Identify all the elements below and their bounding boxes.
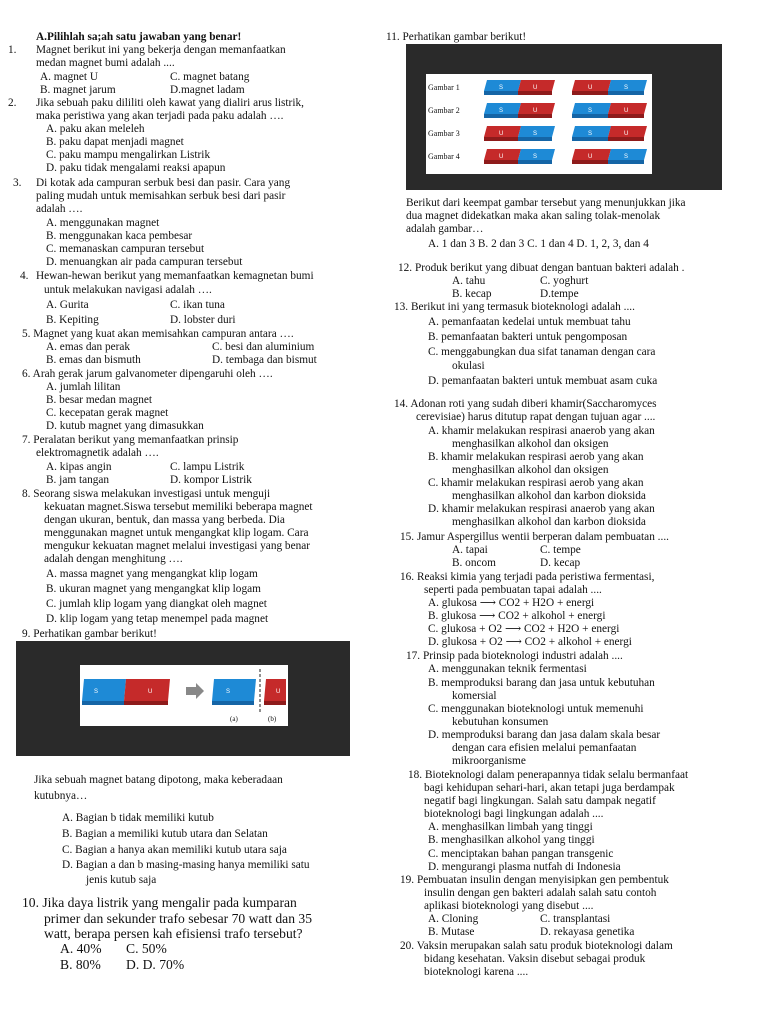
magnet-right-pole-label: U [588, 154, 593, 160]
question-9-option-a[interactable]: A. Bagian b tidak memiliki kutub [62, 812, 214, 824]
question-4-text: Hewan-hewan berikut yang memanfaatkan kemagnetan bumi [36, 270, 314, 282]
question-1-option-b[interactable]: B. magnet jarum [40, 84, 116, 96]
question-13-option-c-continued: okulasi [452, 360, 485, 372]
question-8-text: adalah dengan menghitung …. [44, 553, 183, 565]
question-1-option-a[interactable]: A. magnet U [40, 71, 99, 83]
question-14-option-c[interactable]: C. khamir melakukan respirasi aerob yang akan [428, 477, 644, 489]
magnet-right-pole-label: S [624, 154, 629, 160]
question-17-option-c-continued: kebutuhan konsumen [452, 716, 549, 728]
question-11-figure [406, 44, 722, 190]
question-18-option-d[interactable]: D. mengurangi plasma nutfah di Indonesia [428, 861, 621, 873]
question-10-option-d[interactable]: D. D. 70% [126, 957, 185, 972]
question-17-option-c[interactable]: C. menggunakan bioteknologi untuk memenuhi [428, 703, 644, 715]
magnet-right-pole-label: S [624, 85, 629, 91]
question-11-prompt: Berikut dari keempat gambar tersebut yang menunjukkan jika [406, 197, 686, 209]
magnet-cut-illustration [80, 665, 288, 726]
magnet-left-pole-side [518, 91, 552, 95]
question-3-text: paling mudah untuk memisahkan serbuk besi dari pasir [36, 190, 286, 202]
magnet-right-pole-side [572, 114, 608, 118]
question-18-text: 18. Bioteknologi dalam penerapannya tidak selalu bermanfaat [408, 769, 689, 781]
question-13-option-c[interactable]: C. menggabungkan dua sifat tanaman dengan cara [428, 346, 656, 358]
question-17-option-a[interactable]: A. menggunakan teknik fermentasi [428, 663, 587, 675]
question-19-text: 19. Pembuatan insulin dengan menyisipkan gen pembentuk [400, 874, 669, 886]
question-9-option-d-continued: jenis kutub saja [86, 874, 157, 886]
question-3-option-a[interactable]: A. menggunakan magnet [46, 217, 160, 229]
question-9-option-b[interactable]: B. Bagian a memiliki kutub utara dan Selatan [62, 828, 268, 840]
question-13-option-b[interactable]: B. pemanfaatan bakteri untuk pengomposan [428, 331, 628, 343]
question-6-text: 6. Arah gerak jarum galvanometer dipengaruhi oleh …. [22, 368, 273, 380]
question-17-text: 17. Prinsip pada bioteknologi industri adalah .... [406, 650, 623, 662]
magnet-left-pole-label: S [499, 85, 504, 91]
question-12-option-d[interactable]: D.tempe [540, 288, 579, 300]
question-7-option-c[interactable]: C. lampu Listrik [170, 461, 245, 473]
question-14-text: 14. Adonan roti yang sudah diberi khamir(Saccharomyces [394, 398, 657, 410]
question-4-option-b[interactable]: B. Kepiting [46, 314, 99, 326]
question-9-option-c[interactable]: C. Bagian a hanya akan memiliki kutub utara saja [62, 844, 287, 856]
question-4-text: untuk melakukan navigasi adalah …. [44, 284, 212, 296]
magnet-left-pole-side [484, 114, 518, 118]
question-2-text: Jika sebuah paku dililiti oleh kawat yang dialiri arus listrik, [36, 97, 304, 109]
question-2-option-c[interactable]: C. paku mampu mengalirkan Listrik [46, 149, 211, 161]
question-8-text: dengan ukuran, bentuk, dan massa yang berbeda. Dia [44, 514, 285, 526]
question-14-option-a-continued: menghasilkan alkohol dan oksigen [452, 438, 609, 450]
question-7-option-a[interactable]: A. kipas angin [46, 461, 112, 473]
question-2-option-d[interactable]: D. paku tidak mengalami reaksi apapun [46, 162, 226, 174]
question-10-text: watt, berapa persen kah efisiensi trafo tersebut? [44, 926, 303, 941]
question-3-number: 3. [13, 177, 22, 189]
question-4-option-c[interactable]: C. ikan tuna [170, 299, 225, 311]
magnet-left-pole-side [518, 160, 552, 164]
question-20-text: bidang kesehatan. Vaksin disebut sebagai produk [424, 953, 646, 965]
magnet-left-pole-side [484, 91, 518, 95]
question-12-option-b[interactable]: B. kecap [452, 288, 492, 300]
question-12-text: 12. Produk berikut yang dibuat dengan bantuan bakteri adalah . [398, 262, 685, 274]
question-1-option-c[interactable]: C. magnet batang [170, 71, 250, 83]
row-label: Gambar 2 [428, 106, 460, 115]
question-1-option-d[interactable]: D.magnet ladam [170, 84, 245, 96]
question-1-text: medan magnet bumi adalah .... [36, 57, 175, 69]
question-13-option-d[interactable]: D. pemanfaatan bakteri untuk membuat asam cuka [428, 375, 658, 387]
question-19-option-a[interactable]: A. Cloning [428, 913, 479, 925]
question-15-option-d[interactable]: D. kecap [540, 557, 581, 569]
magnet-right-pole-side [608, 160, 644, 164]
question-6-option-a[interactable]: A. jumlah lilitan [46, 381, 121, 393]
question-18-option-c[interactable]: C. menciptakan bahan pangan transgenic [428, 848, 614, 860]
question-7-text: 7. Peralatan berikut yang memanfaatkan prinsip [22, 434, 239, 446]
magnet-right-pole-label: U [624, 131, 629, 137]
question-12-option-a[interactable]: A. tahu [452, 275, 486, 287]
arrow-right-icon [186, 683, 204, 699]
question-18-text: bioteknologi bagi lingkungan adalah .... [424, 808, 604, 820]
question-15-text: 15. Jamur Aspergillus wentii berperan dalam pembuatan .... [400, 531, 669, 543]
question-14-option-d-continued: menghasilkan alkohol dan karbon dioksida [452, 516, 646, 528]
magnet-right-pole-label: U [588, 85, 593, 91]
question-9-option-d[interactable]: D. Bagian a dan b masing-masing hanya memiliki satu [62, 859, 310, 871]
question-19-text: aplikasi bioteknologi yang disebut .... [424, 900, 594, 912]
question-5-option-b[interactable]: B. emas dan bismuth [46, 354, 141, 366]
magnet-right-pole-label: U [624, 108, 629, 114]
question-11-options[interactable]: A. 1 dan 3 B. 2 dan 3 C. 1 dan 4 D. 1, 2, 3, dan 4 [428, 238, 649, 250]
question-4-option-a[interactable]: A. Gurita [46, 299, 89, 311]
question-7-option-d[interactable]: D. kompor Listrik [170, 474, 252, 486]
question-17-option-d-continued: dengan cara efisien melalui pemanfaatan [452, 742, 637, 754]
magnet-right-pole-side [572, 91, 608, 95]
question-12-option-c[interactable]: C. yoghurt [540, 275, 589, 287]
question-14-option-b[interactable]: B. khamir melakukan respirasi aerob yang akan [428, 451, 644, 463]
question-6-option-d[interactable]: D. kutub magnet yang dimasukkan [46, 420, 204, 432]
row-label: Gambar 3 [428, 129, 460, 138]
question-16-text: 16. Reaksi kimia yang terjadi pada peristiwa fermentasi, [400, 571, 655, 583]
row-label: Gambar 4 [428, 152, 460, 161]
magnet-left-pole-label: U [499, 154, 504, 160]
question-19-option-c[interactable]: C. transplantasi [540, 913, 611, 925]
magnet-right-pole-side [608, 91, 644, 95]
magnet-right-pole-side [608, 137, 644, 141]
magnet-pairs-illustration [426, 74, 652, 174]
question-9-prompt: kutubnya… [34, 790, 88, 802]
question-19-text: insulin dengan gen bakteri adalah salah satu contoh [424, 887, 657, 899]
question-11-prompt: dua magnet didekatkan maka akan saling tolak-menolak [406, 210, 661, 222]
question-14-option-b-continued: menghasilkan alkohol dan oksigen [452, 464, 609, 476]
magnet-left-pole-side [518, 114, 552, 118]
question-16-option-d[interactable]: D. glukosa + O2 ⟶ CO2 + alkohol + energi [428, 636, 632, 648]
question-15-option-c[interactable]: C. tempe [540, 544, 581, 556]
question-13-text: 13. Berikut ini yang termasuk bioteknologi adalah .... [394, 301, 635, 313]
question-10-option-a[interactable]: A. 40% [60, 941, 102, 956]
question-7-text: elektromagnetik adalah …. [36, 447, 159, 459]
question-5-option-d[interactable]: D. tembaga dan bismut [212, 354, 317, 366]
question-3-option-b[interactable]: B. menggunakan kaca pembesar [46, 230, 193, 242]
question-8-text: mengukur kekuatan magnet melalui investigasi yang benar [44, 540, 311, 552]
question-10-text: primer dan sekunder trafo sebesar 70 watt dan 35 [44, 911, 313, 926]
question-3-text: Di kotak ada campuran serbuk besi dan pasir. Cara yang [36, 177, 291, 189]
row-label: Gambar 1 [428, 83, 460, 92]
question-10-option-c[interactable]: C. 50% [126, 941, 167, 956]
magnet-left-pole-label: S [533, 131, 538, 137]
part-b-u-label: U [276, 689, 281, 695]
question-16-option-c[interactable]: C. glukosa + O2 ⟶ CO2 + H2O + energi [428, 623, 620, 635]
question-17-option-b[interactable]: B. memproduksi barang dan jasa untuk kebutuhan [428, 677, 655, 689]
question-3-text: adalah …. [36, 203, 83, 215]
question-5-option-a[interactable]: A. emas dan perak [46, 341, 131, 353]
question-20-text: bioteknologi karena .... [424, 966, 529, 978]
question-14-option-c-continued: menghasilkan alkohol dan karbon dioksida [452, 490, 646, 502]
question-4-number: 4. [20, 270, 29, 282]
question-15-option-a[interactable]: A. tapai [452, 544, 488, 556]
question-16-text: seperti pada pembuatan tapai adalah .... [424, 584, 602, 596]
magnet-right-pole-side [572, 137, 608, 141]
question-6-option-c[interactable]: C. kecepatan gerak magnet [46, 407, 169, 419]
question-15-option-b[interactable]: B. oncom [452, 557, 496, 569]
question-17-option-d-continued: mikroorganisme [452, 755, 526, 767]
question-18-text: negatif bagi lingkungan. Salah satu dampak negatif [424, 795, 656, 807]
question-20-text: 20. Vaksin merupakan salah satu produk bioteknologi dalam [400, 940, 673, 952]
part-a-s-label: S [226, 689, 231, 695]
question-14-option-d[interactable]: D. khamir melakukan respirasi anaerob yang akan [428, 503, 655, 515]
magnet-left-pole-label: S [533, 154, 538, 160]
magnet-right-pole-label: S [588, 108, 593, 114]
magnet-right-pole-side [572, 160, 608, 164]
magnet-left-pole-side [484, 137, 518, 141]
question-16-option-a[interactable]: A. glukosa ⟶ CO2 + H2O + energi [428, 597, 595, 609]
question-8-option-c[interactable]: C. jumlah klip logam yang diangkat oleh magnet [46, 598, 267, 610]
question-18-text: bagi kehidupan sehari-hari, akan tetapi juga berdampak [424, 782, 675, 794]
question-8-option-a[interactable]: A. massa magnet yang mengangkat klip logam [46, 568, 258, 580]
question-8-option-b[interactable]: B. ukuran magnet yang mengangkat klip logam [46, 583, 261, 595]
question-17-option-b-continued: komersial [452, 690, 497, 702]
magnet-right-pole-label: S [588, 131, 593, 137]
question-5-text: 5. Magnet yang kuat akan memisahkan campuran antara …. [22, 328, 294, 340]
question-6-option-b[interactable]: B. besar medan magnet [46, 394, 153, 406]
question-2-text: maka peristiwa yang akan terjadi pada paku adalah …. [36, 110, 284, 122]
magnet-left-pole-label: S [499, 108, 504, 114]
question-11-prompt: adalah gambar… [406, 223, 484, 235]
magnet-left-pole-side [518, 137, 552, 141]
question-17-option-d[interactable]: D. memproduksi barang dan jasa dalam skala besar [428, 729, 661, 741]
part-b-label: (b) [268, 715, 277, 723]
question-9-text: 9. Perhatikan gambar berikut! [22, 628, 157, 640]
question-14-text: cerevisiae) harus ditutup rapat dengan tujuan agar .... [416, 411, 656, 423]
question-2-number: 2. [8, 97, 17, 109]
magnet-right-pole-side [608, 114, 644, 118]
question-10-text: 10. Jika daya listrik yang mengalir pada kumparan [22, 895, 297, 910]
question-5-option-c[interactable]: C. besi dan aluminium [212, 341, 315, 353]
magnet-left-pole-side [484, 160, 518, 164]
question-13-option-a[interactable]: A. pemanfaatan kedelai untuk membuat tahu [428, 316, 631, 328]
question-4-option-d[interactable]: D. lobster duri [170, 314, 236, 326]
part-a-label: (a) [230, 715, 238, 723]
question-19-option-d[interactable]: D. rekayasa genetika [540, 926, 635, 938]
question-1-text: Magnet berikut ini yang bekerja dengan memanfaatkan [36, 44, 286, 56]
question-18-option-a[interactable]: A. menghasilkan limbah yang tinggi [428, 821, 593, 833]
question-9-figure [16, 641, 350, 756]
magnet-left-pole-label: U [533, 108, 538, 114]
question-8-text: menggunakan magnet untuk mengangkat klip logam. Cara [44, 527, 309, 539]
question-11-text: 11. Perhatikan gambar berikut! [386, 31, 527, 43]
question-19-option-b[interactable]: B. Mutase [428, 926, 475, 938]
question-16-option-b[interactable]: B. glukosa ⟶ CO2 + alkohol + energi [428, 610, 606, 622]
question-8-option-d[interactable]: D. klip logam yang tetap menempel pada magnet [46, 613, 269, 625]
magnet-left-pole-label: U [533, 85, 538, 91]
question-8-text: 8. Seorang siswa melakukan investigasi untuk menguji [22, 488, 271, 500]
question-18-option-b[interactable]: B. menghasilkan alkohol yang tinggi [428, 834, 595, 846]
question-2-option-a[interactable]: A. paku akan meleleh [46, 123, 145, 135]
question-8-text: kekuatan magnet.Siswa tersebut memiliki beberapa magnet [44, 501, 313, 513]
question-3-option-d[interactable]: D. menuangkan air pada campuran tersebut [46, 256, 243, 268]
question-1-number: 1. [8, 44, 17, 56]
question-9-prompt: Jika sebuah magnet batang dipotong, maka keberadaan [34, 774, 283, 786]
magnet-s-label: S [94, 689, 99, 695]
magnet-left-pole-label: U [499, 131, 504, 137]
question-10-option-b[interactable]: B. 80% [60, 957, 101, 972]
question-3-option-c[interactable]: C. memanaskan campuran tersebut [46, 243, 205, 255]
page-heading: A.Pilihlah sa;ah satu jawaban yang benar! [36, 31, 242, 43]
magnet-u-label: U [148, 689, 153, 695]
question-2-option-b[interactable]: B. paku dapat menjadi magnet [46, 136, 184, 148]
question-14-option-a[interactable]: A. khamir melakukan respirasi anaerob yang akan [428, 425, 655, 437]
question-7-option-b[interactable]: B. jam tangan [46, 474, 110, 486]
